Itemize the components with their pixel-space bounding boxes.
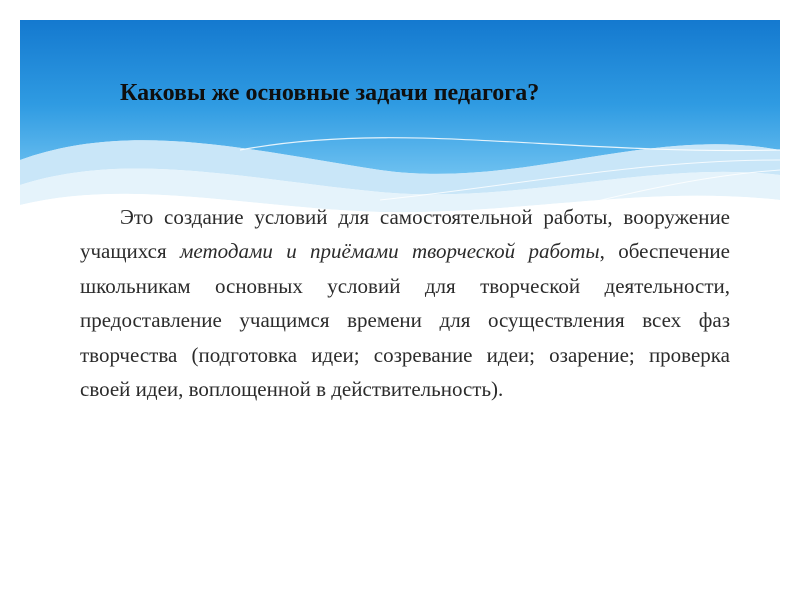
body-paragraph — [80, 200, 730, 406]
paragraph-text-part-1: Это создание условий для самостоятельной работы, вооружение учащихся — [80, 205, 730, 264]
header-wave-background — [0, 0, 800, 220]
slide-title: Каковы же основные задачи педагога? — [120, 80, 540, 106]
paragraph-text-part-2: , обеспечение школьникам основных условий для творческой деятельности, предоставление учащимся времени для осуществления всех фаз творчества (подготовка идеи; созревание идеи; озарение; проверка своей идеи, воплощенной в действительность). — [80, 239, 730, 402]
paragraph-italic-phrase: методами и приёмами творческой работы — [180, 239, 600, 264]
